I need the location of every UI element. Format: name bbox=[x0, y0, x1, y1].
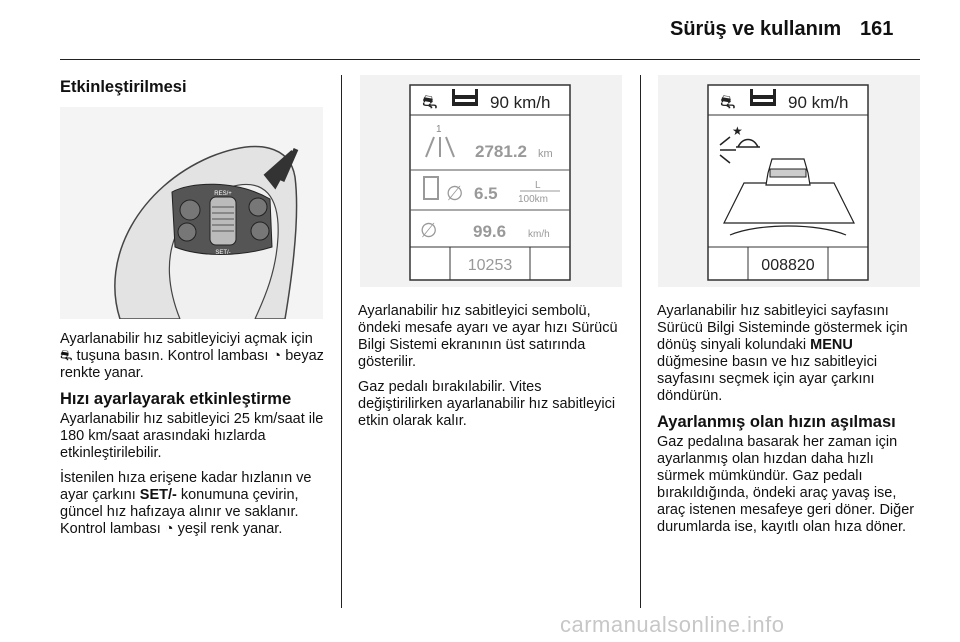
paragraph-exceeding-speed: Gaz pedalına basarak her zaman için ayarlanmış olan hızdan daha hızlı sürmek mümkündür. Gaz pedalı bırakıldığında, öndeki araç yavaş ise, araç istenen mesafeye geri döner. Diğer durumlarda ise, kayıtlı olan hıza döner. bbox=[657, 434, 915, 535]
cruise-control-page-illustration bbox=[658, 75, 920, 287]
trip-distance: 2781.2 bbox=[475, 142, 527, 161]
heading-activation: Etkinleştirilmesi bbox=[60, 78, 187, 96]
cruise-symbol-icon: ⛐ bbox=[422, 92, 438, 112]
column-divider-2 bbox=[640, 75, 641, 608]
wheel-label-res: RES/+ bbox=[214, 191, 232, 197]
driver-info-display-illustration bbox=[360, 75, 622, 287]
average-symbol-icon: ∅ bbox=[420, 220, 438, 242]
consumption-unit-top: L bbox=[535, 180, 541, 191]
steering-wheel-illustration bbox=[60, 107, 323, 319]
fuel-consumption: 6.5 bbox=[474, 184, 498, 203]
heading-activate-by-speed: Hızı ayarlayarak etkinleştirme bbox=[60, 390, 292, 408]
section-title: Sürüş ve kullanım bbox=[670, 18, 842, 40]
set-speed: 90 km/h bbox=[788, 93, 849, 112]
heading-exceeding-speed: Ayarlanmış olan hızın aşılması bbox=[657, 413, 896, 431]
wheel-label-set: SET/- bbox=[215, 250, 231, 256]
cruise-symbol-icon: ⛐ bbox=[720, 92, 736, 112]
trip-distance-unit: km bbox=[538, 148, 553, 160]
column-2-text bbox=[358, 303, 628, 438]
page-number: 161 bbox=[860, 18, 894, 40]
cruise-lamp-icon: ◔ bbox=[272, 348, 282, 364]
average-symbol-icon: ∅ bbox=[446, 183, 464, 205]
cruise-lamp-icon: ◔ bbox=[164, 521, 174, 537]
paragraph-display-symbols: Ayarlanabilir hız sabitleyici sembolü, öndeki mesafe ayarı ve ayar hızı Sürücü Bilgi Sistemi ekranının üst satırında gösterilir. bbox=[358, 303, 618, 370]
average-speed: 99.6 bbox=[473, 222, 507, 241]
paragraph-speed-range: Ayarlanabilir hız sabitleyici 25 km/saat ile 180 km/saat arasındaki hızlarda etkinleştirilebilir. bbox=[60, 411, 324, 461]
column-3-text bbox=[657, 303, 923, 544]
odometer: 10253 bbox=[467, 257, 513, 274]
set-speed: 90 km/h bbox=[490, 93, 551, 112]
cruise-icon: ⛐ bbox=[60, 348, 73, 364]
trip-number: 1 bbox=[436, 124, 442, 135]
average-speed-unit: km/h bbox=[528, 229, 550, 240]
paragraph-menu-button: Ayarlanabilir hız sabitleyici sayfasını Sürücü Bilgi Sisteminde göstermek için dönüş sinyali kolundaki MENU düğmesine basın ve hız sabitleyici sayfasını seçmek için ayar çarkını döndürün. bbox=[657, 303, 908, 404]
star-icon: ★ bbox=[732, 124, 743, 138]
column-1-text bbox=[60, 331, 328, 546]
watermark: carmanualsonline.info bbox=[560, 612, 785, 637]
paragraph-set-speed: İstenilen hıza erişene kadar hızlanın ve ayar çarkını SET/- konumuna çevirin, güncel hız hafızaya alınır ve saklanır. Kontrol lambası ◔ yeşil renk yanar. bbox=[60, 470, 312, 537]
paragraph-accelerator: Gaz pedalı bırakılabilir. Vites değiştirilirken ayarlanabilir hız sabitleyici etkin olarak kalır. bbox=[358, 379, 616, 429]
column-divider-1 bbox=[341, 75, 342, 608]
odometer: 008820 bbox=[761, 257, 815, 274]
paragraph-activation: Ayarlanabilir hız sabitleyiciyi açmak için ⛐ tuşuna basın. Kontrol lambası ◔ beyaz renkte yanar. bbox=[60, 331, 324, 381]
header-rule bbox=[60, 59, 920, 60]
consumption-unit-bottom: 100km bbox=[518, 194, 549, 205]
